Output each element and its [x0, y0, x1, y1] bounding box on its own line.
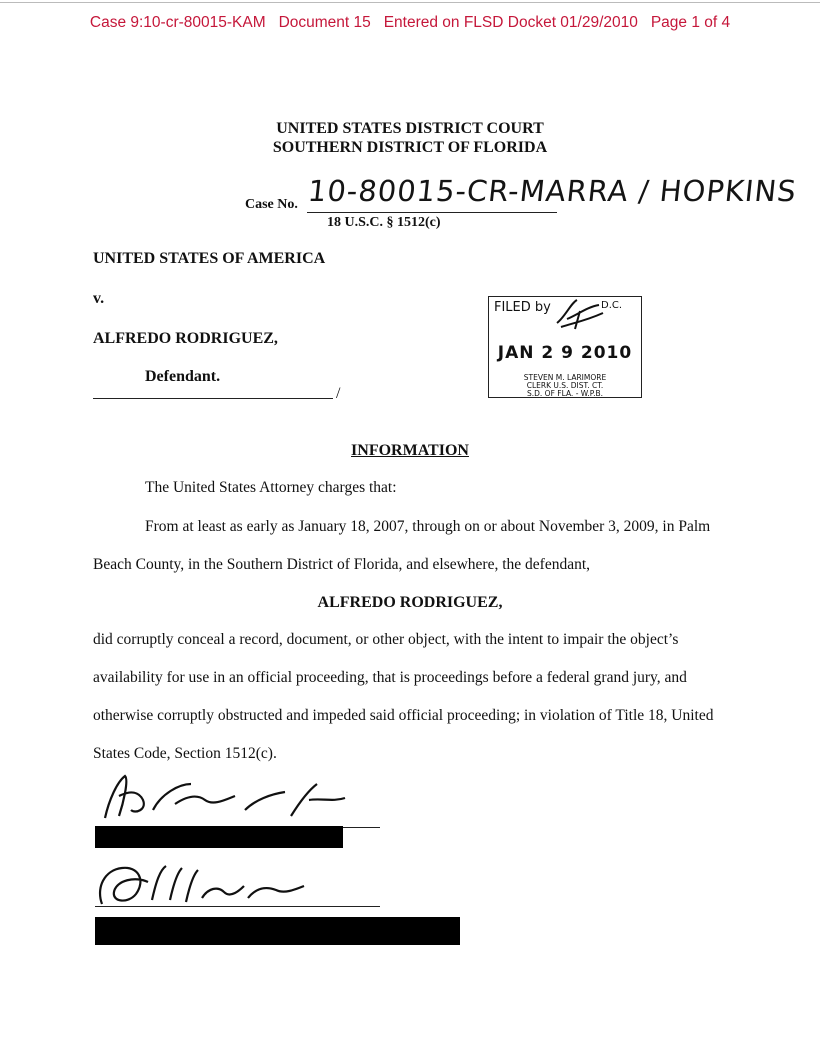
redaction-bar-2: [95, 917, 460, 945]
docket-header: [0, 14, 820, 32]
para2-line3: otherwise corruptly obstructed and impeded said official proceeding; in violation of Title 18, United: [93, 707, 714, 724]
intro-text: The United States Attorney charges that:: [145, 479, 397, 496]
case-number-handwritten: 10-80015-CR-MARRA / HOPKINS: [306, 174, 799, 208]
court-district: SOUTHERN DISTRICT OF FLORIDA: [272, 139, 548, 156]
header-entered: Entered on FLSD Docket 01/29/2010: [383, 14, 638, 31]
header-document: Document 15: [278, 14, 371, 31]
stamp-filed-by: FILED by: [494, 300, 551, 315]
para2-line1: did corruptly conceal a record, document, or other object, with the intent to impair the object’s: [93, 631, 679, 648]
attorney-signature-2: [90, 858, 330, 918]
stamp-clerk-title: CLERK U.S. DIST. CT.: [526, 381, 604, 390]
versus: v.: [93, 290, 105, 307]
para1-line2: Beach County, in the Southern District of Florida, and elsewhere, the defendant,: [93, 556, 591, 573]
defendant-center: ALFREDO RODRIGUEZ,: [317, 594, 503, 611]
stamp-dc: D.C.: [601, 300, 623, 311]
header-case: Case 9:10-cr-80015-KAM: [89, 14, 266, 31]
attorney-signature-1: [95, 770, 365, 828]
stamp-date: JAN 2 9 2010: [497, 343, 633, 363]
caption-line: [93, 398, 333, 399]
case-number-underline: [307, 212, 557, 213]
document-heading: INFORMATION: [351, 442, 469, 459]
court-name: UNITED STATES DISTRICT COURT: [276, 120, 544, 137]
defendant-name: ALFREDO RODRIGUEZ,: [93, 330, 278, 347]
para1-line1: From at least as early as January 18, 2007, through on or about November 3, 2009, in Palm: [145, 518, 711, 535]
caption-slash: /: [336, 385, 341, 402]
filed-stamp: [488, 296, 642, 398]
statute-citation: 18 U.S.C. § 1512(c): [327, 215, 441, 230]
redaction-bar-1: [95, 826, 343, 848]
stamp-clerk-district: S.D. OF FLA. - W.P.B.: [526, 389, 604, 398]
stamp-initials-signature: [547, 297, 607, 333]
stamp-clerk-name: STEVEN M. LARIMORE: [523, 373, 607, 382]
plaintiff-name: UNITED STATES OF AMERICA: [93, 250, 326, 267]
para2-line4: States Code, Section 1512(c).: [93, 745, 277, 762]
case-number-label: Case No.: [245, 197, 298, 212]
header-page: Page 1 of 4: [650, 14, 731, 31]
defendant-role: Defendant.: [145, 368, 221, 385]
signature-line-2: [95, 906, 380, 907]
para2-line2: availability for use in an official proceeding, that is proceedings before a federal grand jury, and: [93, 669, 687, 686]
top-border: [0, 2, 820, 3]
